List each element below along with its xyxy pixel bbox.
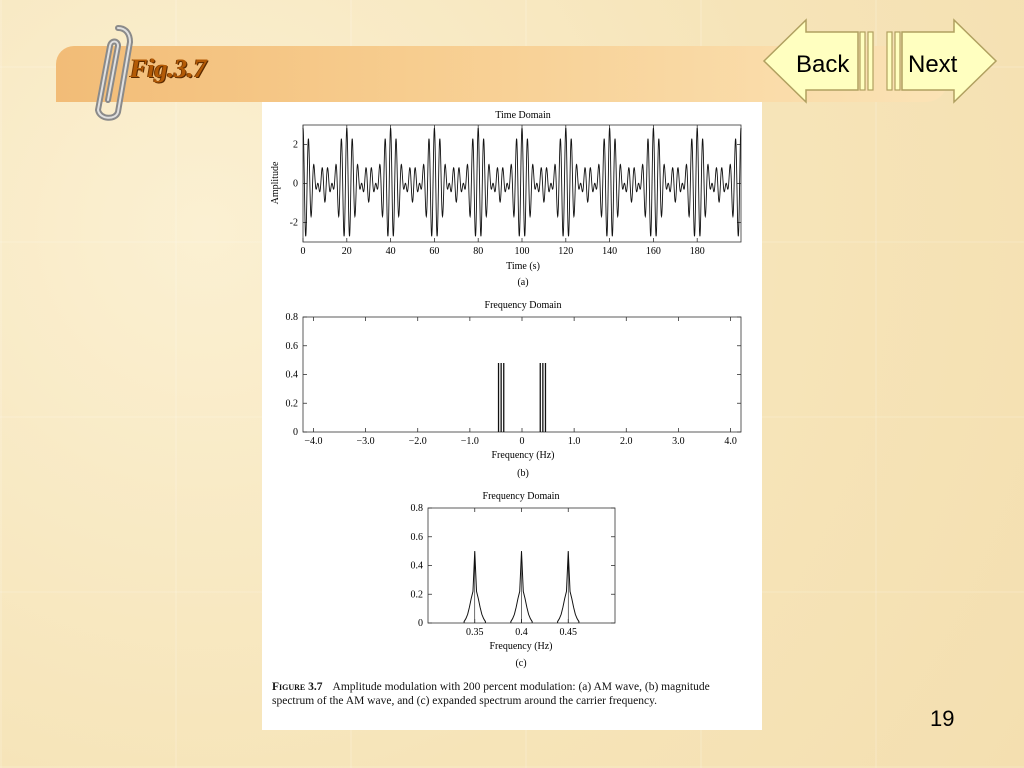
chart-a-xtick-label: 0 — [300, 246, 306, 257]
chart-b-xtick-label: −3.0 — [356, 436, 375, 447]
chart-b-xtick-label: 2.0 — [620, 436, 633, 447]
chart-a-xtick-label: 100 — [514, 246, 530, 257]
chart-b-ytick-label: 0.4 — [285, 369, 298, 381]
chart-c-ytick-label: 0.6 — [410, 531, 423, 543]
chart-b-ytick-label: 0.6 — [285, 340, 298, 352]
figure-caption — [272, 680, 754, 708]
page-number: 19 — [930, 706, 955, 731]
chart-b-xtick-label: 3.0 — [672, 436, 685, 447]
paperclip-icon — [88, 22, 134, 122]
back-label: Back — [796, 51, 850, 78]
chart-c-ytick-label: 0.2 — [410, 589, 423, 601]
chart-b-ytick-label: 0.2 — [285, 398, 298, 410]
chart-a-xlabel: Time (s) — [506, 261, 540, 272]
next-label: Next — [908, 51, 958, 78]
chart-b-xtick-label: 1.0 — [567, 436, 581, 447]
chart-b-xtick-label: −4.0 — [304, 436, 323, 447]
chart-c-ytick-label: 0.4 — [410, 560, 423, 572]
chart-c-xlabel: Frequency (Hz) — [489, 641, 553, 652]
back-button[interactable] — [762, 18, 876, 104]
expanded-spectrum-chart — [411, 491, 616, 669]
chart-a-xtick-label: 60 — [429, 246, 440, 257]
chart-b-xtick-label: −2.0 — [408, 436, 427, 447]
chart-a-xtick-label: 20 — [341, 246, 352, 257]
chart-a-title: Time Domain — [495, 110, 551, 121]
chart-c-xtick-label: 0.35 — [466, 627, 484, 638]
chart-c-ytick-label: 0 — [418, 618, 423, 629]
am-wave-line — [303, 128, 741, 236]
chart-a-ylabel: Amplitude — [270, 161, 281, 205]
chart-a-xtick-label: 140 — [602, 246, 618, 257]
figure-charts — [262, 102, 762, 730]
chart-b-xtick-label: 4.0 — [724, 436, 737, 447]
figure-sheet — [262, 102, 762, 730]
chart-b-xtick-label: 0 — [519, 436, 525, 447]
chart-a-sublabel: (a) — [517, 277, 529, 288]
chart-c-xtick-label: 0.4 — [515, 627, 528, 638]
chart-a-xtick-label: 40 — [385, 246, 396, 257]
time-domain-chart — [270, 110, 741, 288]
chart-a-xtick-label: 80 — [473, 246, 484, 257]
figure-caption-label: Figure 3.7 — [272, 681, 323, 693]
chart-c-title: Frequency Domain — [482, 491, 560, 502]
chart-a-ytick-label: 2 — [293, 139, 298, 151]
figure-caption-text: Amplitude modulation with 200 percent modulation: (a) AM wave, (b) magnitude spectrum of the AM wave, and (c) expanded spectrum around the carrier frequency. — [272, 681, 710, 707]
slide-title: Fig.3.7 — [130, 54, 207, 83]
chart-b-xtick-label: −1.0 — [460, 436, 479, 447]
chart-b-xlabel: Frequency (Hz) — [491, 450, 555, 461]
chart-c-ytick-label: 0.8 — [410, 503, 423, 514]
chart-c-xtick-label: 0.45 — [559, 627, 577, 638]
chart-b-sublabel: (b) — [517, 468, 529, 479]
chart-b-ytick-label: 0.8 — [285, 312, 298, 323]
chart-a-ytick-label: -2 — [289, 217, 298, 229]
chart-b-ytick-label: 0 — [293, 427, 298, 438]
chart-a-ytick-label: 0 — [293, 178, 298, 190]
chart-a-xtick-label: 120 — [558, 246, 574, 257]
chart-a-xtick-label: 160 — [645, 246, 661, 257]
chart-b-title: Frequency Domain — [484, 300, 562, 311]
frequency-domain-chart — [286, 300, 742, 479]
chart-c-sublabel: (c) — [515, 658, 527, 669]
chart-b-frame — [303, 317, 741, 432]
next-button[interactable] — [884, 18, 998, 104]
chart-a-frame — [303, 125, 741, 242]
chart-a-xtick-label: 180 — [689, 246, 705, 257]
